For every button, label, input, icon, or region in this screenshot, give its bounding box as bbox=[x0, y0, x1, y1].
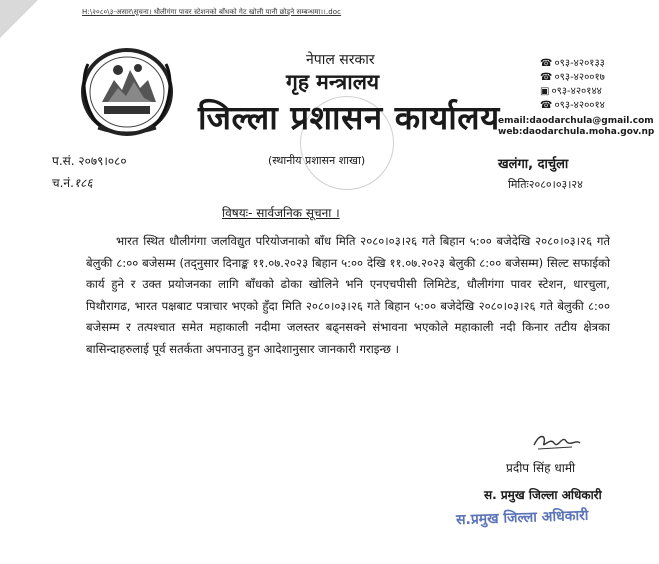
phone-list bbox=[540, 57, 605, 113]
page-fold-corner bbox=[0, 0, 38, 38]
handwritten-signature bbox=[532, 431, 582, 453]
contact-block bbox=[498, 116, 654, 138]
phone-number: ०९३-४२००१७ bbox=[554, 72, 605, 83]
phone-number: ०९३-४२००१४ bbox=[554, 100, 605, 111]
dispatch-value: १८६ bbox=[73, 176, 93, 190]
signer-title: स. प्रमुख जिल्ला अधिकारी bbox=[484, 488, 602, 502]
phone-number: ०९३-४२०१३३ bbox=[554, 58, 605, 69]
letter-date: मितिः२०८०।०३।२४ bbox=[508, 178, 583, 191]
telephone-icon: ☎ bbox=[540, 100, 553, 111]
official-stamp: स.प्रमुख जिल्ला अधिकारी bbox=[455, 507, 589, 529]
fax-icon: ▣ bbox=[540, 86, 550, 97]
office-name: जिल्ला प्रशासन कार्यालय bbox=[198, 98, 500, 137]
dispatch-label: च.नं. bbox=[52, 176, 74, 190]
phone-item bbox=[540, 99, 605, 113]
notice-body: भारत स्थित धौलीगंगा जलविद्युत परियोजनाको बाँध मिति २०८०।०३।२६ गते बिहान ५:०० बजेदेखि २०८०।०३।२६ गते बेलुकी ८:०० बजेसम्म (तद्नुसार दिनाङ्क ११.०७.२०२३ बिहान ५:०० देखि ११.०७.२०२३ बेलुकी ८:०० बजेसम्म) सिल्ट सफाईको कार्य हुने र उक्त प्रयोजनका लागि बाँधको ढोका खोलिने भनि एनएचपीसी लिमिटेड, धौलीगंगा पावर स्टेशन, धारचुला, पिथौरागढ, भारत पक्षबाट पत्राचार भएको हुँदा मिति २०८०।०३।२६ गते बिहान ५:०० बजेदेखि २०८०।०३।२६ गते बेलुकी ८:०० बजेसम्म र तत्पश्चात समेत महाकाली नदीमा जलस्तर बढ्नसक्ने संभावना भएकोले महाकाली नदी किनार तटीय क्षेत्रका बासिन्दाहरुलाई पूर्व सतर्कता अपनाउनु हुन आदेशानुसार जानकारी गराइन्छ । bbox=[86, 234, 610, 356]
reference-number: प.सं. २०७९।०८० bbox=[52, 154, 127, 168]
phone-number: ०९३-४२०१४४ bbox=[551, 86, 602, 97]
telephone-icon: ☎ bbox=[540, 72, 553, 83]
file-path: H:\२०८०\३-असार\सूचना। धौलीगंगा पावर स्टेशनको बाँधको गेट खोली पानी छोड्ने सम्बन्धमा।।.doc bbox=[82, 8, 342, 16]
signer-name: प्रदीप सिंह धामी bbox=[506, 461, 576, 475]
nepal-emblem-icon bbox=[78, 40, 176, 140]
phone-item bbox=[540, 57, 605, 71]
telephone-icon: ☎ bbox=[540, 58, 553, 69]
email-address: email:daodarchula@gmail.com bbox=[498, 116, 654, 126]
ministry-name: गृह मन्त्रालय bbox=[286, 70, 380, 94]
government-name: नेपाल सरकार bbox=[306, 52, 375, 68]
dispatch-number bbox=[52, 174, 93, 191]
phone-item bbox=[540, 85, 605, 99]
website-address: web:daodarchula.moha.gov.np bbox=[498, 127, 655, 137]
section-name: (स्थानीय प्रशासन शाखा) bbox=[268, 154, 366, 167]
notice-subject: विषयः- सार्वजनिक सूचना । bbox=[222, 206, 340, 220]
office-location: खलंगा, दार्चुला bbox=[498, 157, 569, 172]
phone-item bbox=[540, 71, 605, 85]
